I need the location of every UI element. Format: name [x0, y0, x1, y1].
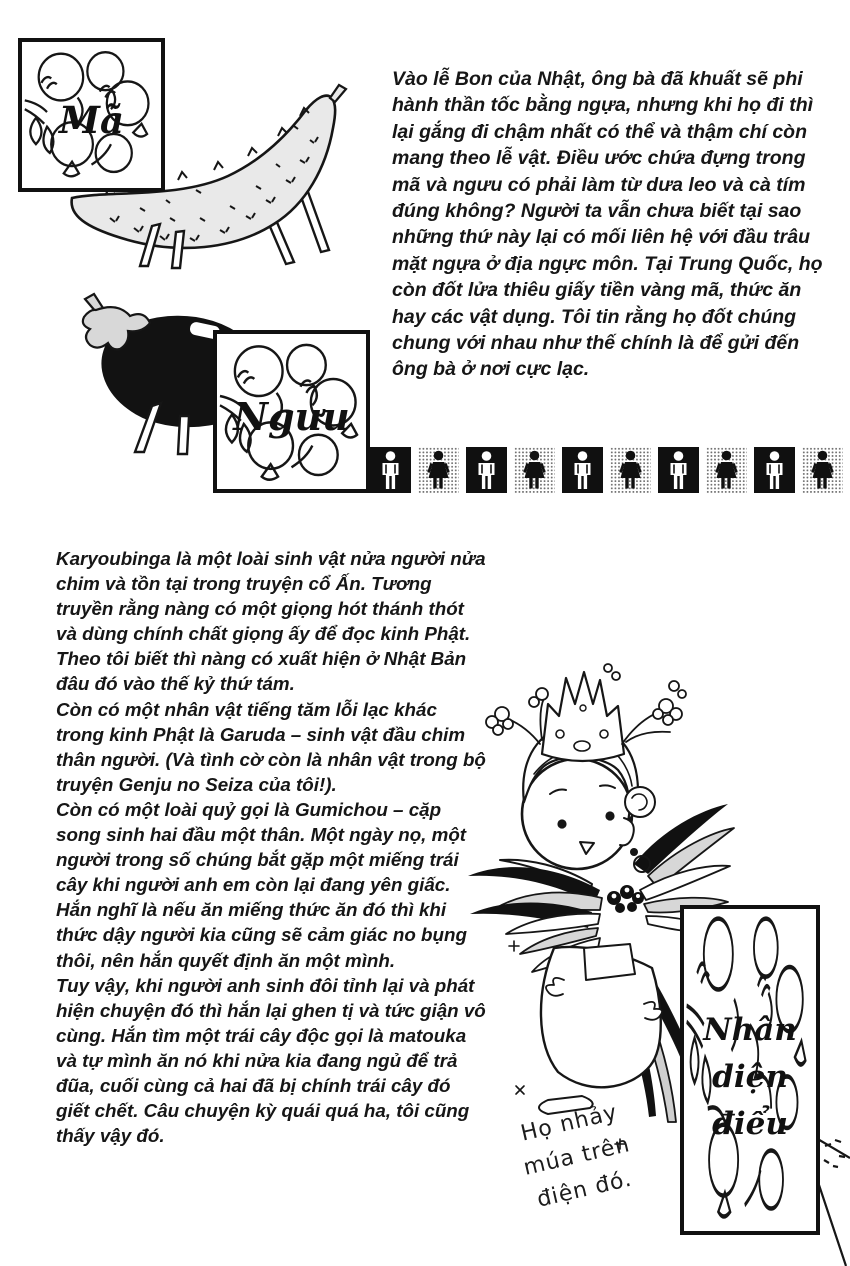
ma-label-box [18, 38, 165, 192]
nhan-dien-dieu-label [684, 1007, 816, 1148]
paragraph-text: Vào lễ Bon của Nhật, ông bà đã khuất sẽ phi hành thần tốc bằng ngựa, nhưng khi họ đi thì lại gắng đi chậm nhất có thể và thậm chí còn mang theo lễ vật. Điều ước chứa đựng trong mã và ngưu có phải làm từ dưa leo và cà tím đúng không? Người ta vẫn chưa biết tại sao những thứ này lại có mối liên hệ với đầu trâu mặt ngựa ở địa ngực môn. Tại Trung Quốc, họ còn đốt lửa thiêu giấy tiền vàng mã, thức ăn hay các vật dụng. Tôi tin rằng họ đốt chúng chung với nhau như thế chính là để gửi đến ông bà ở nơi cực lạc. [392, 68, 823, 381]
female-icon [514, 447, 555, 493]
label-line: điểu [712, 1106, 788, 1142]
female-icon [418, 447, 459, 493]
nguu-label: Ngưu [233, 394, 350, 439]
nhan-dien-dieu-label-box [680, 905, 820, 1235]
paragraph-text: Tuy vậy, khi người anh sinh đôi tỉnh lại và phát hiện chuyện đó thì hắn lại ghen tị và tức giận vô cùng. Hắn tìm một trái cây độc gọi là matouka và tự mình ăn nó khi nửa kia đang ngủ để trả đũa, cuối cùng cả hai đã bị chính trái cây đó giết chết. Câu chuyện kỳ quái quá ha, tôi cũng thấy vậy đó. [56, 974, 486, 1147]
paragraph-left-column [56, 546, 486, 1148]
male-icon [754, 447, 795, 493]
nguu-label-box [213, 330, 370, 493]
female-icon [802, 447, 843, 493]
male-icon [466, 447, 507, 493]
paragraph-top-right [392, 66, 837, 383]
paragraph-text: Karyoubinga là một loài sinh vật nửa người nửa chim và tồn tại trong truyện cổ Ấn. Tương truyền rằng nàng có một giọng hót thánh thót và dùng chính chất giọng ấy để đọc kinh Phật. Theo tôi biết thì nàng có xuất hiện ở Nhật Bản đâu đó vào thế kỷ thứ tám. [56, 548, 486, 695]
female-icon [706, 447, 747, 493]
restroom-icon-row [370, 447, 843, 493]
male-icon [370, 447, 411, 493]
label-line: diện [712, 1059, 788, 1095]
label-line: Nhân [703, 1012, 797, 1048]
paragraph-text: Còn có một loài quỷ gọi là Gumichou – cặp song sinh hai đầu một thân. Một ngày nọ, một người trong số chúng bắt gặp một miếng trái cây khi người anh em còn lại đang yên giấc. Hắn nghĩ là nếu ăn miếng thức ăn đó thì khi thức dậy người kia cũng sẽ cảm giác no bụng thôi, nên hắn quyết định ăn một mình. [56, 798, 467, 971]
male-icon [562, 447, 603, 493]
paragraph-text: Còn có một nhân vật tiếng tăm lỗi lạc khác trong kinh Phật là Garuda – sinh vật đầu chim thân người. (Và tình cờ còn là nhân vật trong bộ truyện Genju no Seiza của tôi!). [56, 698, 486, 795]
ma-label: Mã [59, 98, 124, 142]
male-icon [658, 447, 699, 493]
female-icon [610, 447, 651, 493]
handwritten-caption: Họ nhảy múa trên điện đó. [518, 1100, 635, 1213]
